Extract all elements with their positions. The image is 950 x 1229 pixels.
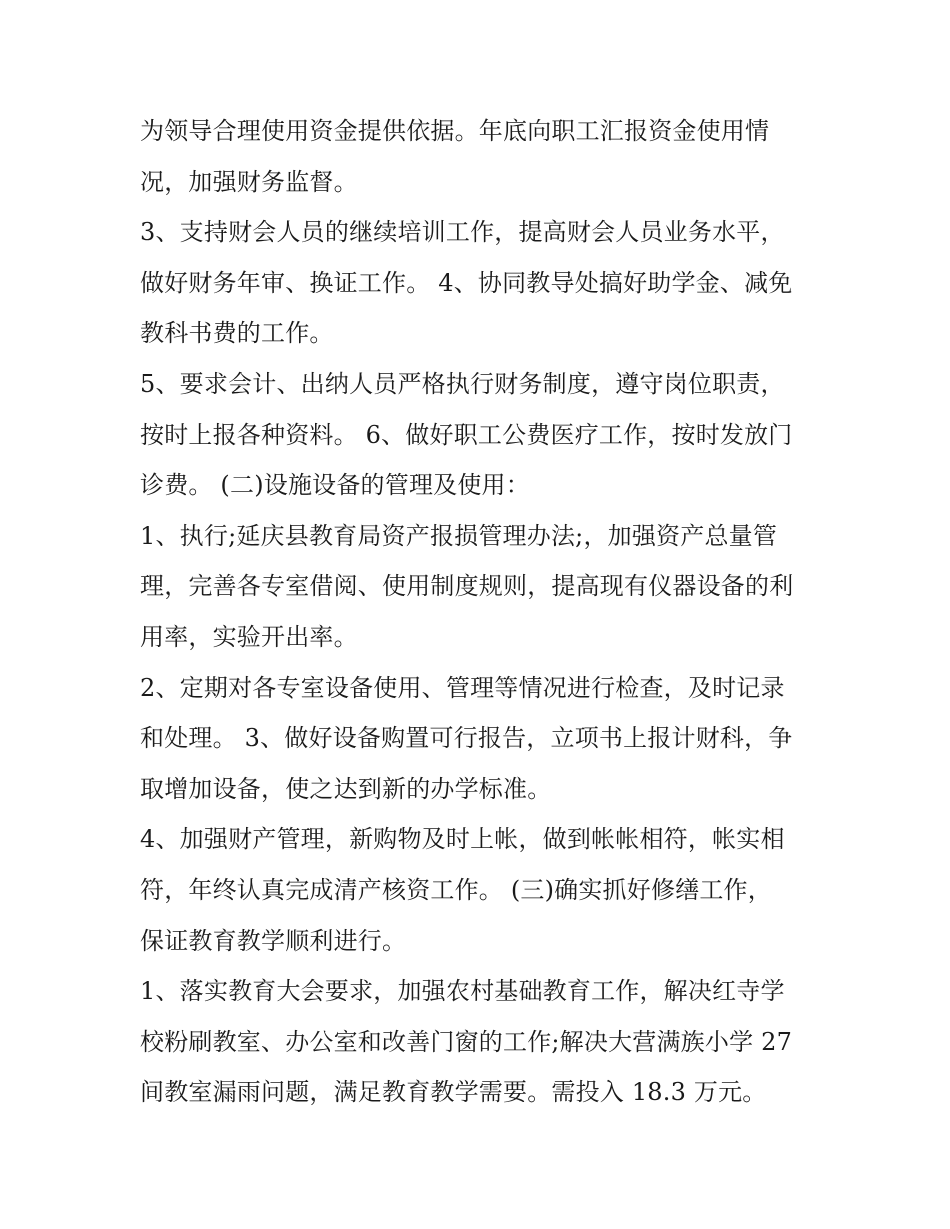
text-line: 校粉刷教室、办公室和改善门窗的工作;解决大营满族小学 27 bbox=[140, 1027, 793, 1056]
text-line: 诊费。 (二)设施设备的管理及使用： bbox=[140, 471, 530, 500]
text-line: 符，年终认真完成清产核资工作。 (三)确实抓好修缮工作， bbox=[140, 875, 772, 904]
text-line: 1、执行;延庆县教育局资产报损管理办法;，加强资产总量管 bbox=[140, 521, 778, 550]
text-line: 3、支持财会人员的继续培训工作，提高财会人员业务水平， bbox=[140, 218, 785, 247]
text-line: 做好财务年审、换证工作。 4、协同教导处搞好助学金、减免 bbox=[140, 268, 793, 297]
text-line: 2、定期对各专室设备使用、管理等情况进行检查，及时记录 bbox=[140, 673, 785, 702]
text-line: 况，加强财务监督。 bbox=[140, 167, 358, 196]
text-line: 用率，实验开出率。 bbox=[140, 622, 358, 651]
text-line: 间教室漏雨问题，满足教育教学需要。需投入 18.3 万元。 bbox=[140, 1078, 767, 1107]
text-line: 5、要求会计、出纳人员严格执行财务制度，遵守岗位职责， bbox=[140, 369, 785, 398]
text-line: 按时上报各种资料。 6、做好职工公费医疗工作，按时发放门 bbox=[140, 420, 793, 449]
document-body bbox=[140, 106, 820, 1118]
text-line: 和处理。 3、做好设备购置可行报告，立项书上报计财科，争 bbox=[140, 724, 793, 753]
text-line: 取增加设备，使之达到新的办学标准。 bbox=[140, 774, 552, 803]
text-line: 理，完善各专室借阅、使用制度规则，提高现有仪器设备的利 bbox=[140, 572, 794, 601]
text-line: 4、加强财产管理，新购物及时上帐，做到帐帐相符，帐实相 bbox=[140, 825, 785, 854]
text-line: 教科书费的工作。 bbox=[140, 319, 334, 348]
text-line: 1、落实教育大会要求，加强农村基础教育工作，解决红寺学 bbox=[140, 977, 785, 1006]
text-line: 为领导合理使用资金提供依据。年底向职工汇报资金使用情 bbox=[140, 117, 770, 145]
text-line: 保证教育教学顺利进行。 bbox=[140, 926, 407, 955]
